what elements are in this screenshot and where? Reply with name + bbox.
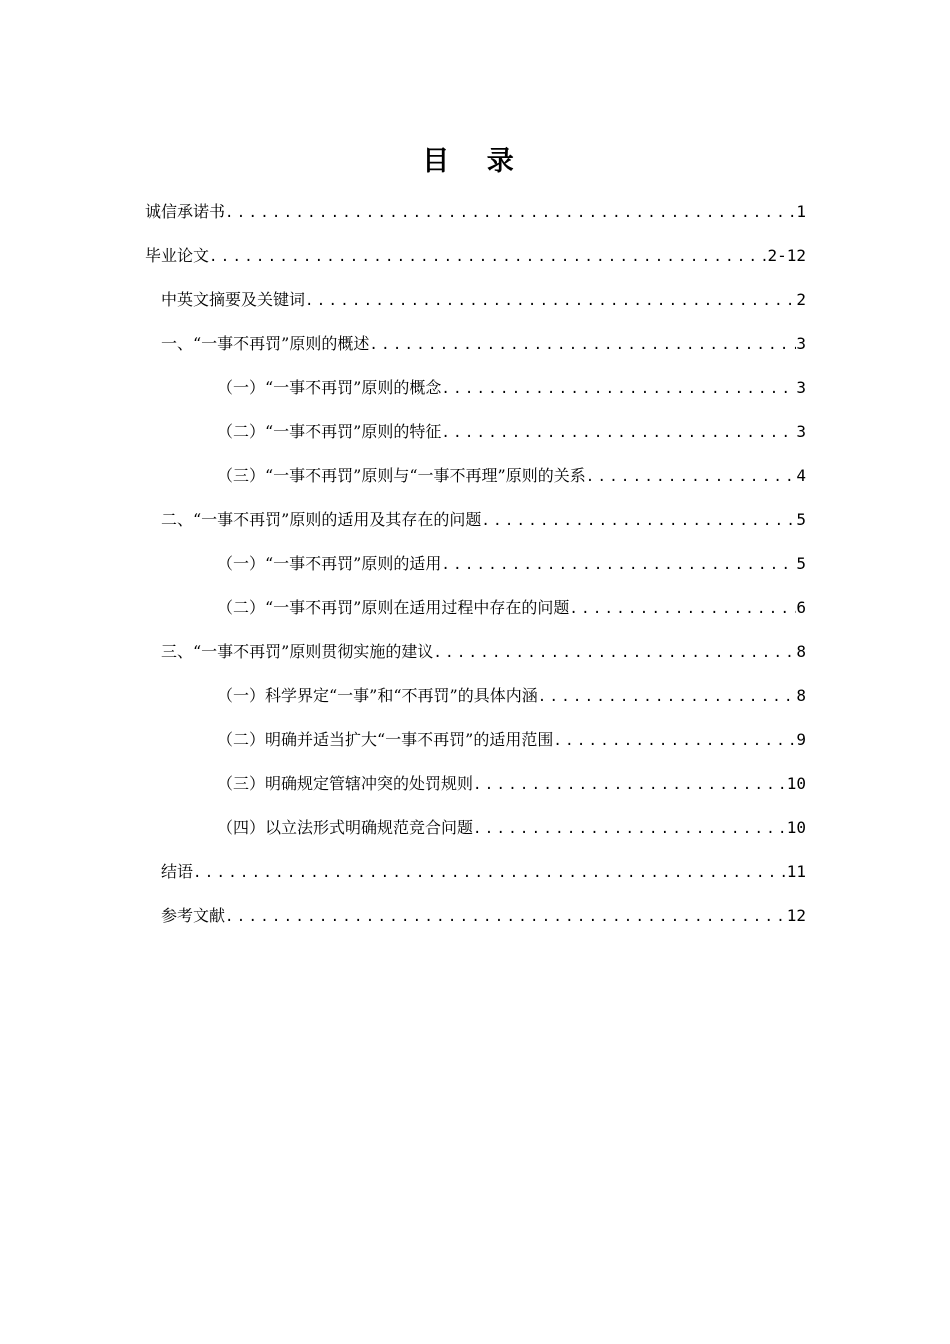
toc-dot-leader xyxy=(441,419,796,447)
toc-entry-label: 中英文摘要及关键词 xyxy=(161,290,306,309)
toc-dot-leader xyxy=(481,507,796,535)
toc-entry[interactable] xyxy=(161,506,806,534)
toc-entry-label: 一、“一事不再罚”原则的概述 xyxy=(161,334,370,353)
toc-entry-label: 结语 xyxy=(161,862,194,881)
toc-entry-page: 2 xyxy=(796,290,806,309)
toc-entry[interactable] xyxy=(161,330,806,358)
toc-entry[interactable] xyxy=(217,418,806,446)
toc-dot-leader xyxy=(441,375,796,403)
toc-entry[interactable] xyxy=(217,814,806,842)
toc-entry-page: 3 xyxy=(796,422,806,441)
toc-dot-leader xyxy=(369,331,796,359)
toc-entry[interactable] xyxy=(161,902,806,930)
toc-dot-leader xyxy=(305,287,796,315)
toc-entry[interactable] xyxy=(161,858,806,886)
toc-entry-label: 毕业论文 xyxy=(145,246,210,265)
toc-entry-page: 4 xyxy=(796,466,806,485)
toc-dot-leader xyxy=(225,903,787,931)
toc-dot-leader xyxy=(473,771,787,799)
toc-dot-leader xyxy=(433,639,796,667)
toc-entry[interactable] xyxy=(161,286,806,314)
toc-dot-leader xyxy=(441,551,796,579)
toc-entry-page: 11 xyxy=(786,862,806,881)
toc-entry-page: 8 xyxy=(796,642,806,661)
toc-entry-label: 诚信承诺书 xyxy=(145,202,226,221)
toc-entry-page: 5 xyxy=(796,554,806,573)
toc-dot-leader xyxy=(193,859,787,887)
toc-dot-leader xyxy=(586,463,797,491)
toc-entry-label: （一）“一事不再罚”原则的适用 xyxy=(217,554,442,573)
toc-entry-label: （四）以立法形式明确规范竞合问题 xyxy=(217,818,474,837)
toc-entry-page: 2-12 xyxy=(767,246,806,265)
toc-entry-page: 1 xyxy=(796,202,806,221)
toc-entry-label: 三、“一事不再罚”原则贯彻实施的建议 xyxy=(161,642,434,661)
toc-entry[interactable] xyxy=(217,462,806,490)
toc-entry-label: （一）“一事不再罚”原则的概念 xyxy=(217,378,442,397)
toc-entry-page: 3 xyxy=(796,378,806,397)
toc-dot-leader xyxy=(473,815,787,843)
toc-entry-page: 12 xyxy=(786,906,806,925)
toc-dot-leader xyxy=(209,243,767,271)
toc-entry-label: （三）“一事不再罚”原则与“一事不再理”原则的关系 xyxy=(217,466,586,485)
toc-entry-label: （一）科学界定“一事”和“不再罚”的具体内涵 xyxy=(217,686,538,705)
toc-entry-label: （二）“一事不再罚”原则的特征 xyxy=(217,422,442,441)
toc-entry[interactable] xyxy=(217,682,806,710)
toc-entry[interactable] xyxy=(217,374,806,402)
toc-entry[interactable] xyxy=(217,594,806,622)
toc-dot-leader xyxy=(569,595,796,623)
toc-entry[interactable] xyxy=(217,550,806,578)
toc-entry[interactable] xyxy=(217,770,806,798)
toc-entry-page: 8 xyxy=(796,686,806,705)
page-title: 目 录 xyxy=(422,146,528,177)
toc-entry[interactable] xyxy=(161,638,806,666)
toc-entry[interactable] xyxy=(145,198,806,226)
toc-entry-page: 10 xyxy=(786,818,806,837)
toc-entry-label: 参考文献 xyxy=(161,906,226,925)
toc-dot-leader xyxy=(225,199,796,227)
toc-entry[interactable] xyxy=(217,726,806,754)
toc-entry-label: 二、“一事不再罚”原则的适用及其存在的问题 xyxy=(161,510,482,529)
toc-entry-page: 9 xyxy=(796,730,806,749)
toc-dot-leader xyxy=(538,683,797,711)
toc-entry-page: 10 xyxy=(786,774,806,793)
toc-entry-page: 6 xyxy=(796,598,806,617)
toc-entry[interactable] xyxy=(145,242,806,270)
toc-entry-label: （二）“一事不再罚”原则在适用过程中存在的问题 xyxy=(217,598,570,617)
toc-entry-page: 5 xyxy=(796,510,806,529)
toc-entry-label: （二）明确并适当扩大“一事不再罚”的适用范围 xyxy=(217,730,554,749)
toc-dot-leader xyxy=(553,727,796,755)
toc-entry-page: 3 xyxy=(796,334,806,353)
toc-entry-label: （三）明确规定管辖冲突的处罚规则 xyxy=(217,774,474,793)
